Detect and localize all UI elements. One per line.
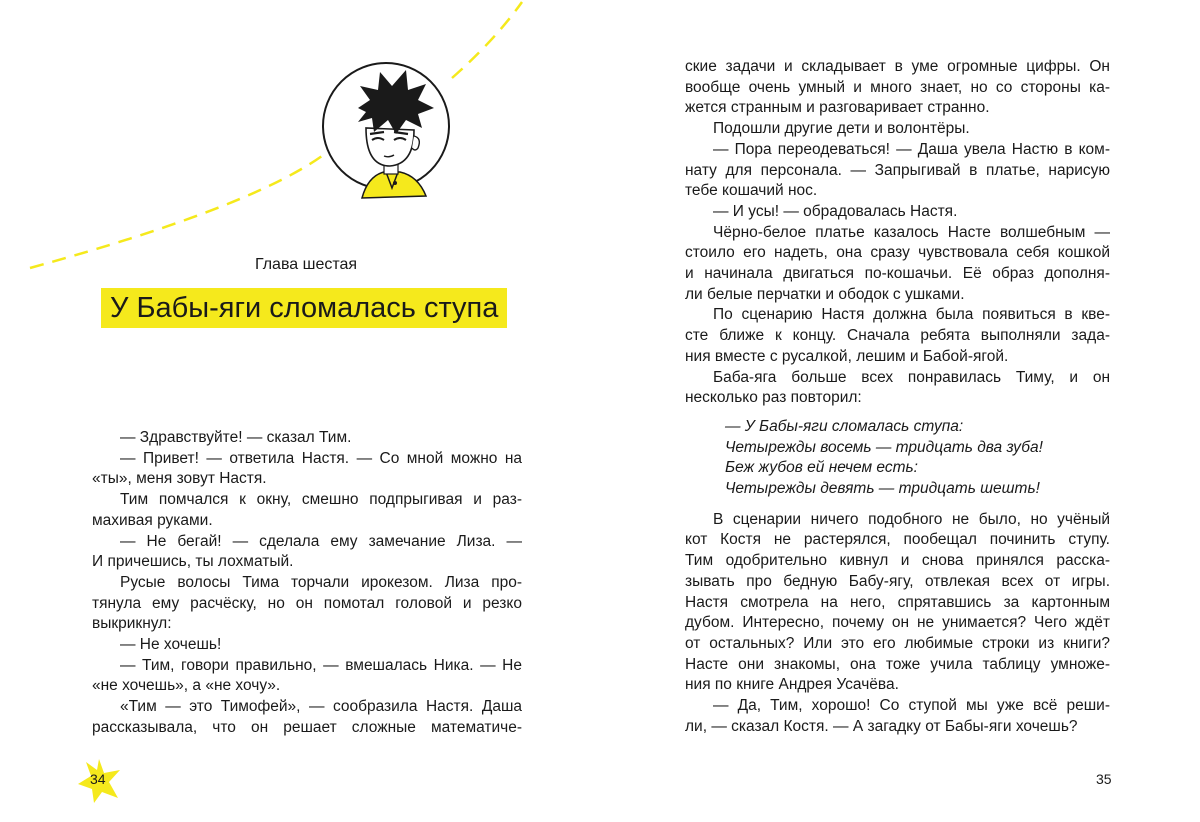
text-line: Подошли другие дети и волонтёры. — [713, 120, 970, 138]
text-line: По сценарию Настя должна была появиться в кве- — [713, 306, 1110, 324]
text-line: сте ближе к концу. Сначала ребята выполняли зада- — [685, 327, 1110, 345]
text-line: Насте они знакомы, она тоже учила таблицу умноже- — [685, 655, 1110, 673]
text-line: «не хочешь», а «не хочу». — [92, 677, 281, 695]
text-line: «ты», меня зовут Настя. — [92, 470, 267, 488]
text-line: ния по книге Андрея Усачёва. — [685, 676, 899, 694]
text-line: выкрикнул: — [92, 615, 172, 633]
text-line: — Не бегай! — сделала ему замечание Лиза. — — [120, 532, 522, 550]
chapter-title: У Бабы-яги сломалась ступа — [101, 288, 507, 328]
text-line: дубом. Интересно, почему он не унимается? Чего ждёт — [685, 614, 1110, 632]
text-line: жется странным и разговаривает странно. — [685, 99, 990, 117]
text-line: кот Костя не растерялся, пообещал починить ступу. — [685, 531, 1110, 549]
text-line: несколько раз повторил: — [685, 389, 862, 407]
text-line: стоило его надеть, она сразу чувствовала себя кошкой — [685, 244, 1110, 262]
text-line: ния вместе с русалкой, лешим и Бабой-ягой. — [685, 347, 1009, 365]
text-line: тянула ему расчёску, но он помотал головой и резко — [92, 594, 522, 612]
text-line: ли, — сказал Костя. — А загадку от Бабы-яги хочешь? — [685, 717, 1078, 735]
text-line: нату для персонала. — Запрыгивай в платье, нарисую — [685, 161, 1110, 179]
text-line: Настя смотрела на него, спрятавшись за картонным — [685, 593, 1110, 611]
boy-with-mohawk-portrait-icon — [322, 48, 450, 204]
text-line: и начинала двигаться по-кошачьи. Её образ дополня- — [685, 265, 1110, 283]
text-line: от остальных? Или это его любимые строки из книги? — [685, 634, 1110, 652]
text-line: — Тим, говори правильно, — вмешалась Ника. — Не — [120, 656, 522, 674]
verse-line: — У Бабы-яги сломалась ступа: — [725, 417, 964, 435]
text-line: тебе кошачий нос. — [685, 182, 818, 200]
text-line: — Не хочешь! — [120, 636, 222, 654]
text-line: Тим одобрительно кивнул и снова принялся расска- — [685, 552, 1110, 570]
right-page — [600, 0, 1200, 822]
text-line: ские задачи и складывает в уме огромные цифры. Он — [685, 58, 1110, 75]
text-line: В сценарии ничего подобного не было, но учёный — [713, 510, 1110, 528]
page-number-right: 35 — [1096, 771, 1112, 787]
text-line: Баба-яга больше всех понравилась Тиму, и он — [713, 368, 1110, 386]
text-line: Чёрно-белое платье казалось Насте волшебным — — [713, 223, 1110, 241]
text-line: И причешись, ты лохматый. — [92, 553, 294, 571]
page-number-left: 34 — [90, 771, 106, 787]
text-line: Тим помчался к окну, смешно подпрыгивая и раз- — [120, 491, 522, 509]
text-line: ли белые перчатки и ободок с ушками. — [685, 285, 965, 303]
text-line: махивая руками. — [92, 511, 213, 529]
text-line: «Тим — это Тимофей», — сообразила Настя. Даша — [120, 698, 522, 716]
right-page-text — [685, 57, 1110, 738]
text-line: — И усы! — обрадовалась Настя. — [713, 202, 958, 220]
verse-line: Беж жубов ей нечем есть: — [725, 459, 918, 477]
text-line: рассказывала, что он решает сложные математиче- — [92, 718, 522, 736]
text-line: — Пора переодеваться! — Даша увела Настю в ком- — [713, 140, 1110, 158]
verse-block — [725, 417, 1110, 500]
text-line: — Привет! — ответила Настя. — Со мной можно на — [120, 449, 522, 467]
verse-line: Четырежды девять — тридцать шешть! — [725, 480, 1040, 498]
text-line: — Да, Тим, хорошо! Со ступой мы уже всё реши- — [713, 697, 1110, 715]
text-line: вообще очень умный и много знает, но со стороны ка- — [685, 78, 1110, 96]
verse-line: Четырежды восемь — тридцать два зуба! — [725, 438, 1043, 456]
text-line: Русые волосы Тима торчали ирокезом. Лиза про- — [120, 573, 522, 591]
chapter-label: Глава шестая — [254, 256, 358, 273]
left-page-text — [92, 428, 522, 739]
text-line: — Здравствуйте! — сказал Тим. — [120, 429, 352, 446]
text-line: зывать про бедную Бабу-ягу, отвлекая всех от игры. — [685, 572, 1110, 590]
